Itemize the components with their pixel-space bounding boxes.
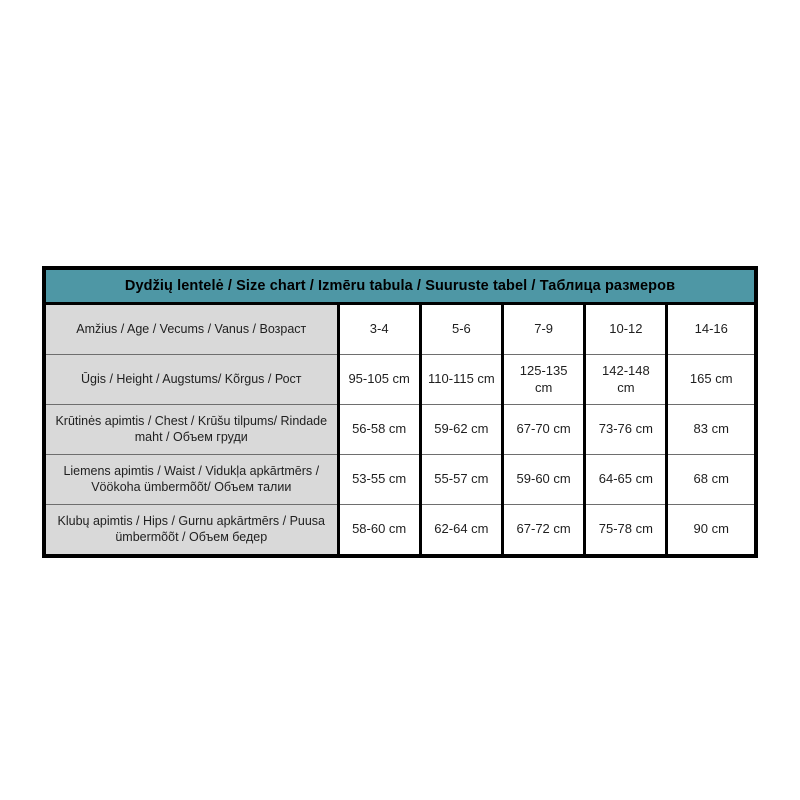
table-row bbox=[44, 304, 756, 355]
value-cell: 73-76 cm bbox=[585, 405, 667, 455]
value-cell: 59-62 cm bbox=[420, 405, 502, 455]
table-row bbox=[44, 405, 756, 455]
row-label: Liemens apimtis / Waist / Vidukļa apkārtmērs / Vöökoha ümbermõõt/ Объем талии bbox=[44, 455, 338, 505]
value-cell: 59-60 cm bbox=[503, 455, 585, 505]
value-cell: 110-115 cm bbox=[420, 355, 502, 405]
value-cell: 62-64 cm bbox=[420, 505, 502, 557]
value-cell: 142-148 cm bbox=[585, 355, 667, 405]
value-cell: 83 cm bbox=[667, 405, 756, 455]
table-row bbox=[44, 355, 756, 405]
value-cell: 53-55 cm bbox=[338, 455, 420, 505]
row-label: Amžius / Age / Vecums / Vanus / Возраст bbox=[44, 304, 338, 355]
value-cell: 55-57 cm bbox=[420, 455, 502, 505]
value-cell: 67-70 cm bbox=[503, 405, 585, 455]
value-cell: 125-135 cm bbox=[503, 355, 585, 405]
size-chart-body bbox=[44, 304, 756, 557]
value-cell: 165 cm bbox=[667, 355, 756, 405]
value-cell: 95-105 cm bbox=[338, 355, 420, 405]
size-chart-table bbox=[42, 266, 758, 558]
value-cell: 75-78 cm bbox=[585, 505, 667, 557]
size-chart-title: Dydžių lentelė / Size chart / Izmēru tabula / Suuruste tabel / Таблица размеров bbox=[44, 268, 756, 304]
value-cell: 14-16 bbox=[667, 304, 756, 355]
value-cell: 5-6 bbox=[420, 304, 502, 355]
table-row bbox=[44, 455, 756, 505]
value-cell: 58-60 cm bbox=[338, 505, 420, 557]
value-cell: 64-65 cm bbox=[585, 455, 667, 505]
row-label: Krūtinės apimtis / Chest / Krūšu tilpums/ Rindade maht / Объем груди bbox=[44, 405, 338, 455]
value-cell: 56-58 cm bbox=[338, 405, 420, 455]
value-cell: 3-4 bbox=[338, 304, 420, 355]
table-row bbox=[44, 505, 756, 557]
value-cell: 90 cm bbox=[667, 505, 756, 557]
value-cell: 67-72 cm bbox=[503, 505, 585, 557]
value-cell: 7-9 bbox=[503, 304, 585, 355]
table-header-row bbox=[44, 268, 756, 304]
value-cell: 10-12 bbox=[585, 304, 667, 355]
row-label: Ūgis / Height / Augstums/ Kõrgus / Рост bbox=[44, 355, 338, 405]
row-label: Klubų apimtis / Hips / Gurnu apkārtmērs / Puusa ümbermõõt / Объем бедер bbox=[44, 505, 338, 557]
value-cell: 68 cm bbox=[667, 455, 756, 505]
